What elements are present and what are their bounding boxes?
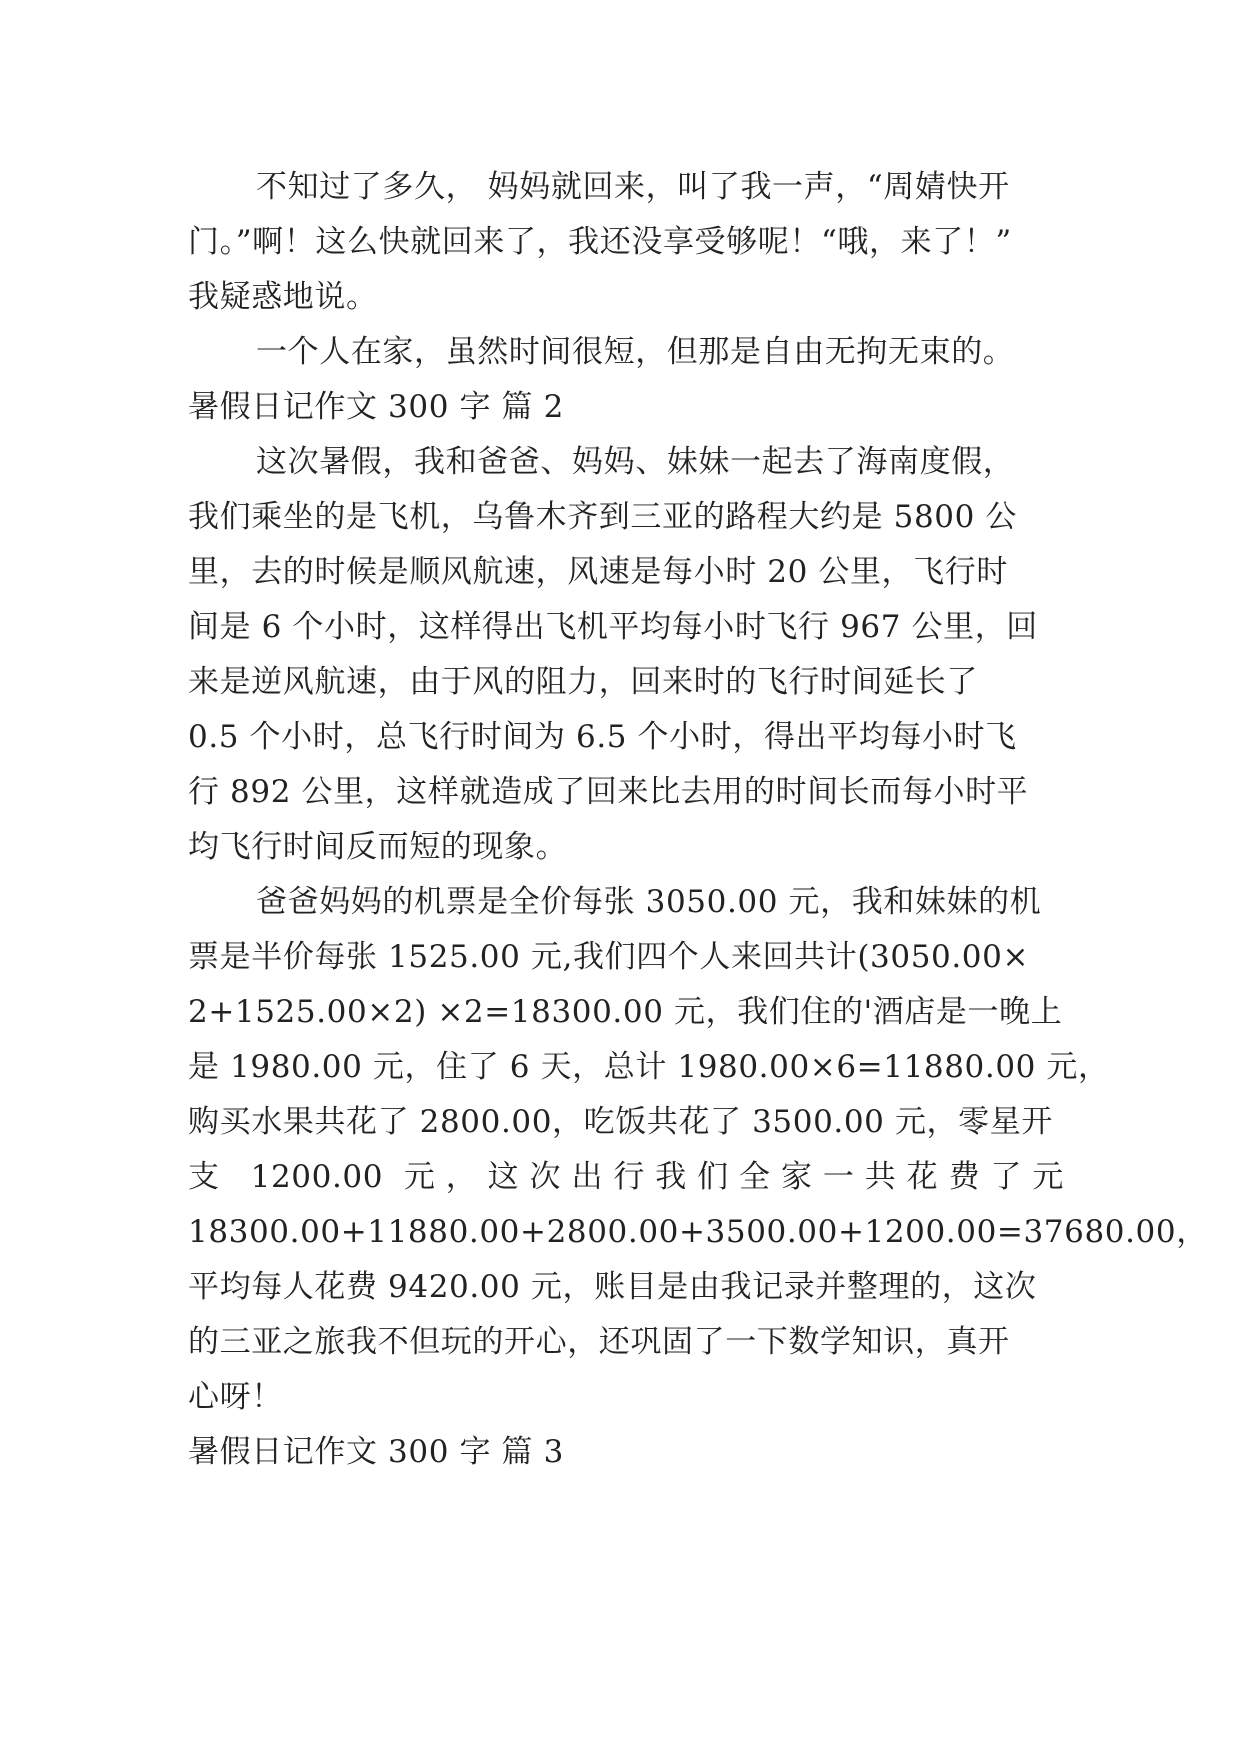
text-line: 行 892 公里，这样就造成了回来比去用的时间长而每小时平	[188, 774, 1029, 810]
text-line: 2+1525.00×2) ×2=18300.00 元，我们住的'酒店是一晚上	[188, 994, 1063, 1030]
text-line: 爸爸妈妈的机票是全价每张 3050.00 元，我和妹妹的机	[256, 884, 1042, 920]
section-heading-3: 暑假日记作文 300 字 篇 3	[188, 1434, 564, 1470]
text-line: 门。”啊！这么快就回来了，我还没享受够呢！“哦，来了！”	[188, 224, 1012, 260]
text-line: 0.5 个小时，总飞行时间为 6.5 个小时，得出平均每小时飞	[188, 719, 1017, 755]
text-line: 是 1980.00 元，住了 6 天，总计 1980.00×6=11880.00 元，	[188, 1049, 1110, 1085]
text-line: 购买水果共花了 2800.00，吃饭共花了 3500.00 元，零星开	[188, 1104, 1053, 1140]
text-line: 来是逆风航速，由于风的阻力，回来时的飞行时间延长了	[188, 664, 978, 700]
text-line: 不知过了多久， 妈妈就回来，叫了我一声，“周婧快开	[256, 169, 1010, 205]
text-line: 均飞行时间反而短的现象。	[188, 829, 568, 865]
text-line: 一个人在家，虽然时间很短，但那是自由无拘无束的。	[256, 334, 1015, 370]
paragraph-4	[188, 875, 1208, 1425]
text-line: 我疑惑地说。	[188, 279, 378, 315]
paragraph-2	[188, 325, 1064, 380]
document-body	[188, 160, 1208, 1480]
text-line: 心呀！	[188, 1379, 283, 1415]
text-line: 这次暑假，我和爸爸、妈妈、妹妹一起去了海南度假，	[256, 444, 1015, 480]
section-heading-2: 暑假日记作文 300 字 篇 2	[188, 389, 564, 425]
text-line: 我们乘坐的是飞机，乌鲁木齐到三亚的路程大约是 5800 公	[188, 499, 1017, 535]
text-line: 平均每人花费 9420.00 元，账目是由我记录并整理的，这次	[188, 1269, 1037, 1305]
text-line: 里，去的时候是顺风航速，风速是每小时 20 公里，飞行时	[188, 554, 1008, 590]
text-line: 18300.00+11880.00+2800.00+3500.00+1200.00=37680.00，	[188, 1214, 1208, 1250]
text-line: 间是 6 个小时，这样得出飞机平均每小时飞行 967 公里，回	[188, 609, 1038, 645]
text-line: 支 1200.00 元，这次出行我们全家一共花费了元	[188, 1159, 1064, 1195]
paragraph-3	[188, 435, 1064, 875]
text-line: 票是半价每张 1525.00 元,我们四个人来回共计(3050.00×	[188, 939, 1030, 975]
paragraph-1	[188, 160, 1064, 325]
text-line: 的三亚之旅我不但玩的开心，还巩固了一下数学知识，真开	[188, 1324, 1010, 1360]
